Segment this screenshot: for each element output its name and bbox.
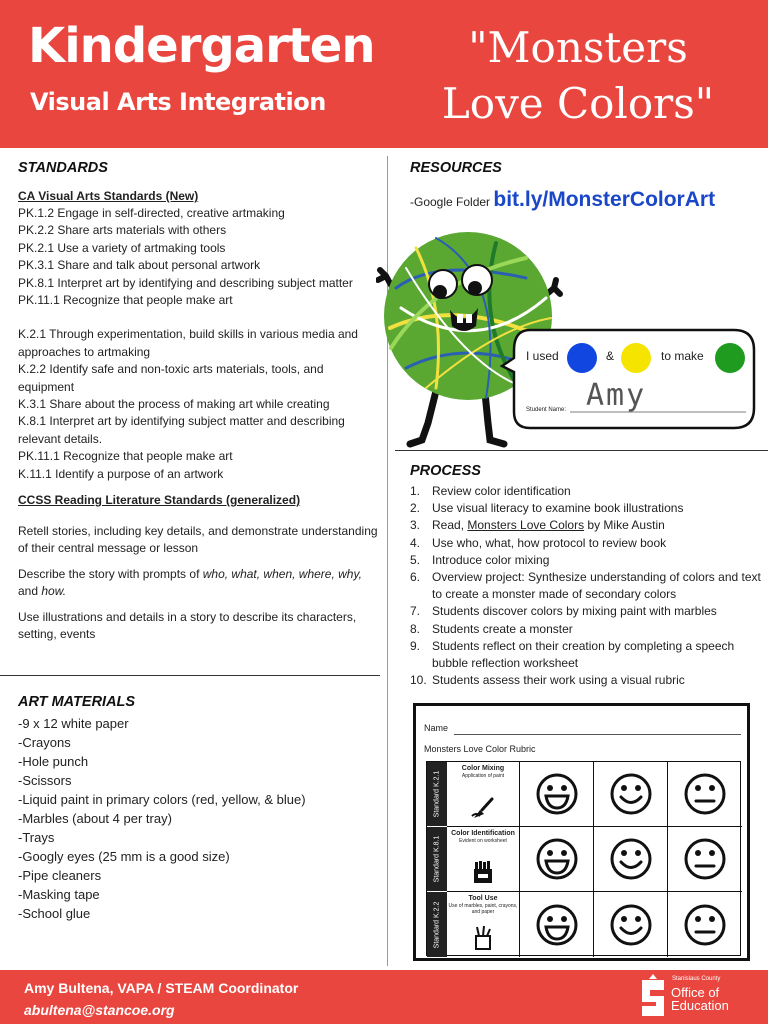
process-step: 9. Students reflect on their creation by completing a speech bubble reflection worksheet bbox=[410, 638, 735, 671]
process-steps bbox=[410, 483, 762, 689]
rubric-score-cell[interactable] bbox=[668, 892, 742, 957]
rubric-score-cell[interactable] bbox=[594, 827, 668, 892]
student-name-label: Student Name: bbox=[526, 407, 567, 413]
neutral-face-icon bbox=[683, 903, 727, 947]
org-county-label: Stanislaus County bbox=[672, 976, 721, 982]
rubric-criterion: Color Identification Evident on worksheet bbox=[447, 827, 520, 892]
project-title bbox=[418, 20, 738, 132]
resources-heading: RESOURCES bbox=[410, 160, 502, 176]
material-item: -9 x 12 white paper bbox=[18, 716, 129, 731]
coordinator-email-link[interactable]: abultena@stancoe.org bbox=[24, 1002, 175, 1018]
standard-item: K.2.2 Identify safe and non-toxic arts materials, tools, and equipment bbox=[18, 362, 324, 394]
book-title: Monsters Love Colors bbox=[467, 518, 585, 533]
process-heading: PROCESS bbox=[410, 463, 481, 479]
materials-list bbox=[18, 714, 380, 923]
standard-item: PK.3.1 Share and talk about personal artwork bbox=[18, 258, 261, 273]
rubric-score-cell[interactable] bbox=[668, 762, 742, 827]
resources-section bbox=[410, 160, 760, 212]
section-divider bbox=[0, 675, 380, 676]
neutral-face-icon bbox=[683, 772, 727, 816]
materials-heading: ART MATERIALS bbox=[18, 694, 136, 710]
k-standards-list bbox=[18, 326, 380, 483]
ccss-paragraph: Retell stories, including key details, and demonstrate understanding of their central message or lesson bbox=[18, 524, 378, 556]
stanislaus-county-logo-icon bbox=[638, 974, 668, 1020]
material-item: -Trays bbox=[18, 830, 55, 845]
coordinator-name: Amy Bultena, VAPA / STEAM Coordinator bbox=[24, 980, 299, 996]
footer-banner bbox=[0, 970, 768, 1024]
standard-item: PK.11.1 Recognize that people make art bbox=[18, 449, 233, 464]
rubric-name-label: Name bbox=[424, 723, 449, 733]
process-step: 4. Use who, what, how protocol to review book bbox=[410, 535, 667, 550]
speech-bubble-worksheet bbox=[500, 328, 758, 432]
rubric-standard-label: Standard K.2.1 bbox=[427, 762, 447, 827]
project-title-line1: "Monsters bbox=[468, 23, 688, 72]
ampersand-label: & bbox=[606, 349, 615, 363]
project-title-line2: Love Colors" bbox=[441, 79, 715, 128]
material-item: -Marbles (about 4 per tray) bbox=[18, 811, 172, 826]
rubric-score-cell[interactable] bbox=[520, 892, 594, 957]
rubric-criterion: Color Mixing Application of paint bbox=[447, 762, 520, 827]
process-step: 1. Review color identification bbox=[410, 484, 571, 498]
standard-item: K.3.1 Share about the process of making art while creating bbox=[18, 397, 330, 412]
student-name-value: Amy bbox=[586, 378, 647, 413]
big-smile-face-icon bbox=[535, 772, 579, 816]
to-make-label: to make bbox=[661, 349, 704, 363]
smile-face-icon bbox=[609, 837, 653, 881]
ccss-paragraph: Use illustrations and details in a story to describe its characters, setting, events bbox=[18, 610, 357, 642]
standard-item: PK.11.1 Recognize that people make art bbox=[18, 293, 233, 308]
standard-item: PK.1.2 Engage in self-directed, creative artmaking bbox=[18, 206, 285, 220]
big-smile-face-icon bbox=[535, 837, 579, 881]
big-smile-face-icon bbox=[535, 903, 579, 947]
paintbrush-icon bbox=[470, 796, 496, 820]
monster-color-art-link[interactable]: bit.ly/MonsterColorArt bbox=[493, 188, 716, 211]
material-item: -Crayons bbox=[18, 735, 71, 750]
rubric-worksheet bbox=[413, 703, 750, 961]
rubric-grid bbox=[426, 761, 741, 956]
pk-standards-list bbox=[18, 205, 380, 309]
material-item: -Liquid paint in primary colors (red, yellow, & blue) bbox=[18, 792, 306, 807]
standard-item: PK.8.1 Interpret art by identifying and describing subject matter bbox=[18, 275, 353, 290]
material-item: -Masking tape bbox=[18, 887, 100, 902]
rubric-score-cell[interactable] bbox=[594, 892, 668, 957]
process-step: 8. Students create a monster bbox=[410, 621, 573, 636]
standard-item: PK.2.1 Use a variety of artmaking tools bbox=[18, 240, 226, 255]
google-folder-label: -Google Folder bbox=[410, 195, 491, 209]
header-banner bbox=[0, 0, 768, 148]
rubric-standard-label: Standard K.2.2 bbox=[427, 892, 447, 957]
process-step: 3. Read, Monsters Love Colors by Mike Austin bbox=[410, 518, 665, 533]
rubric-name-line bbox=[454, 734, 741, 735]
i-used-label: I used bbox=[526, 349, 559, 363]
process-step: 7. Students discover colors by mixing paint with marbles bbox=[410, 604, 717, 619]
ca-standards-heading: CA Visual Arts Standards (New) bbox=[18, 189, 199, 203]
page-title: Kindergarten bbox=[28, 18, 375, 74]
smile-face-icon bbox=[609, 903, 653, 947]
rubric-score-cell[interactable] bbox=[520, 762, 594, 827]
smile-face-icon bbox=[609, 772, 653, 816]
rubric-score-cell[interactable] bbox=[668, 827, 742, 892]
blue-color-circle bbox=[567, 343, 597, 373]
art-materials-section bbox=[18, 694, 380, 923]
process-step: 2. Use visual literacy to examine book illustrations bbox=[410, 501, 684, 516]
page-subtitle: Visual Arts Integration bbox=[30, 88, 326, 116]
material-item: -Hole punch bbox=[18, 754, 89, 769]
material-item: -Scissors bbox=[18, 773, 72, 788]
process-step: 5. Introduce color mixing bbox=[410, 552, 550, 567]
yellow-color-circle bbox=[621, 343, 651, 373]
standards-section bbox=[18, 160, 380, 652]
material-item: -Googly eyes (25 mm is a good size) bbox=[18, 849, 230, 864]
standards-heading: STANDARDS bbox=[18, 160, 108, 176]
rubric-title: Monsters Love Color Rubric bbox=[424, 744, 536, 754]
rubric-criterion: Tool Use Use of marbles, paint, crayons, and paper bbox=[447, 892, 520, 957]
org-name: Office of Education bbox=[671, 985, 729, 1013]
material-item: -School glue bbox=[18, 906, 91, 921]
crayons-icon bbox=[470, 859, 496, 885]
process-step: 10. Students assess their work using a visual rubric bbox=[410, 673, 685, 688]
standard-item: K.11.1 Identify a purpose of an artwork bbox=[18, 466, 224, 481]
process-section bbox=[410, 463, 762, 689]
rubric-score-cell[interactable] bbox=[520, 827, 594, 892]
standard-item: K.8.1 Interpret art by identifying subject matter and describing relevant details. bbox=[18, 414, 345, 446]
ccss-heading: CCSS Reading Literature Standards (generalized) bbox=[18, 493, 301, 508]
process-step: 6. Overview project: Synthesize understanding of colors and text to create a monster made of secondary colors bbox=[410, 570, 761, 602]
green-color-circle bbox=[715, 343, 745, 373]
material-item: -Pipe cleaners bbox=[18, 868, 102, 883]
standard-item: PK.2.2 Share arts materials with others bbox=[18, 223, 227, 238]
rubric-score-cell[interactable] bbox=[594, 762, 668, 827]
supplies-cup-icon bbox=[470, 925, 496, 951]
ccss-paragraph: Describe the story with prompts of who, what, when, where, why, and how. bbox=[18, 567, 362, 599]
rubric-standard-label: Standard K.8.1 bbox=[427, 827, 447, 892]
standard-item: K.2.1 Through experimentation, build skills in various media and approaches to artmaking bbox=[18, 327, 358, 359]
neutral-face-icon bbox=[683, 837, 727, 881]
